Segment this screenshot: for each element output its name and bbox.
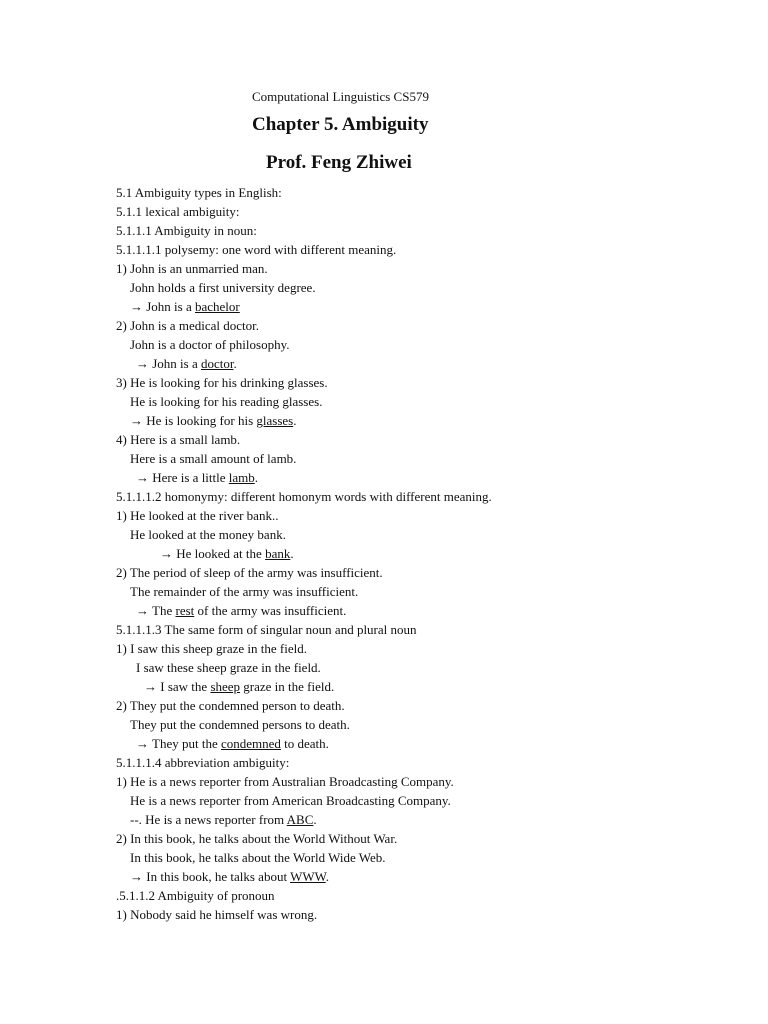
line-text: 2) They put the condemned person to death.	[116, 698, 345, 713]
course-title: Computational Linguistics CS579	[252, 89, 429, 104]
line-text: 1) I saw this sheep graze in the field.	[116, 641, 307, 656]
line-text: → John is a	[130, 299, 195, 314]
line-text-tail: .	[290, 546, 294, 561]
line-text: He is a news reporter from American Broadcasting Company.	[130, 793, 451, 808]
text-line	[116, 411, 736, 430]
text-line	[116, 658, 736, 677]
text-line	[116, 905, 736, 924]
document-body	[116, 183, 736, 924]
text-line	[116, 848, 736, 867]
text-line	[116, 867, 736, 886]
text-line	[116, 335, 736, 354]
text-line	[116, 278, 736, 297]
line-text: 5.1.1.1.1 polysemy: one word with different meaning.	[116, 242, 397, 257]
text-line	[116, 373, 736, 392]
text-line	[116, 183, 736, 202]
underlined-term: condemned	[220, 736, 281, 751]
line-text: 5.1 Ambiguity types in English:	[116, 185, 282, 200]
line-text: John holds a first university degree.	[130, 280, 316, 295]
text-line	[116, 753, 736, 772]
line-text: → John is a	[136, 356, 201, 371]
underlined-term: bachelor	[195, 299, 240, 314]
line-text: 3) He is looking for his drinking glasses.	[116, 375, 328, 390]
line-text-tail: .	[254, 470, 259, 485]
underlined-term: glasses	[256, 413, 294, 428]
line-text-tail: .	[233, 356, 237, 371]
line-text: 5.1.1.1.2 homonymy: different homonym words with different meaning.	[116, 489, 492, 504]
text-line	[116, 259, 736, 278]
underlined-term: rest	[175, 603, 195, 618]
line-text: 2) The period of sleep of the army was insufficient.	[116, 565, 383, 580]
text-line	[116, 734, 736, 753]
line-text: .5.1.1.2 Ambiguity of pronoun	[116, 888, 275, 903]
line-text-tail: .	[325, 869, 329, 884]
line-text-tail: to death.	[280, 736, 329, 751]
text-line	[116, 715, 736, 734]
text-line	[116, 696, 736, 715]
text-line	[116, 677, 736, 696]
text-line	[116, 525, 736, 544]
text-line	[116, 487, 736, 506]
line-text: He looked at the money bank.	[130, 527, 286, 542]
underlined-term: WWW	[290, 869, 326, 884]
underlined-term: ABC	[286, 812, 314, 827]
author-name: Prof. Feng Zhiwei	[266, 152, 412, 173]
text-line	[116, 449, 736, 468]
text-line	[116, 810, 736, 829]
line-text: I saw these sheep graze in the field.	[136, 660, 321, 675]
line-text: 1) Nobody said he himself was wrong.	[116, 907, 318, 922]
line-text: John is a doctor of philosophy.	[130, 337, 290, 352]
text-line	[116, 392, 736, 411]
line-text: --. He is a news reporter from	[130, 812, 287, 827]
text-line	[116, 639, 736, 658]
line-text: 4) Here is a small lamb.	[116, 432, 241, 447]
text-line	[116, 772, 736, 791]
line-text: He is looking for his reading glasses.	[130, 394, 323, 409]
text-line	[116, 468, 736, 487]
text-line	[116, 601, 736, 620]
line-text: Here is a small amount of lamb.	[130, 451, 297, 466]
text-line	[116, 240, 736, 259]
text-line	[116, 221, 736, 240]
line-text-tail: graze in the field.	[240, 679, 335, 694]
line-text: 1) John is an unmarried man.	[116, 261, 268, 276]
line-text: 2) John is a medical doctor.	[116, 318, 259, 333]
line-text-tail: .	[313, 812, 317, 827]
text-line	[116, 620, 736, 639]
underlined-term: lamb	[228, 470, 255, 485]
line-text: → I saw the	[144, 679, 211, 694]
text-line	[116, 563, 736, 582]
line-text: → He is looking for his	[130, 413, 257, 428]
underlined-term: bank	[265, 546, 291, 561]
line-text: → They put the	[136, 736, 221, 751]
line-text: 5.1.1 lexical ambiguity:	[116, 204, 240, 219]
text-line	[116, 582, 736, 601]
line-text: → The	[136, 603, 176, 618]
line-text-tail: .	[293, 413, 297, 428]
line-text: 1) He looked at the river bank..	[116, 508, 279, 523]
text-line	[116, 316, 736, 335]
line-text: The remainder of the army was insufficient.	[130, 584, 359, 599]
text-line	[116, 297, 736, 316]
text-line	[116, 829, 736, 848]
underlined-term: sheep	[210, 679, 241, 694]
text-line	[116, 544, 736, 563]
line-text: In this book, he talks about the World Wide Web.	[130, 850, 386, 865]
line-text: → He looked at the	[160, 546, 266, 561]
line-text: 2) In this book, he talks about the World Without War.	[116, 831, 398, 846]
line-text: → Here is a little	[136, 470, 229, 485]
line-text-tail: of the army was insufficient.	[194, 603, 347, 618]
line-text: → In this book, he talks about	[130, 869, 291, 884]
text-line	[116, 886, 736, 905]
text-line	[116, 202, 736, 221]
text-line	[116, 506, 736, 525]
text-line	[116, 791, 736, 810]
line-text: 5.1.1.1 Ambiguity in noun:	[116, 223, 257, 238]
line-text: 5.1.1.1.3 The same form of singular noun and plural noun	[116, 622, 417, 637]
chapter-title: Chapter 5. Ambiguity	[252, 114, 429, 135]
line-text: 1) He is a news reporter from Australian Broadcasting Company.	[116, 774, 454, 789]
text-line	[116, 354, 736, 373]
text-line	[116, 430, 736, 449]
line-text: 5.1.1.1.4 abbreviation ambiguity:	[116, 755, 290, 770]
line-text: They put the condemned persons to death.	[130, 717, 350, 732]
underlined-term: doctor	[201, 356, 234, 371]
